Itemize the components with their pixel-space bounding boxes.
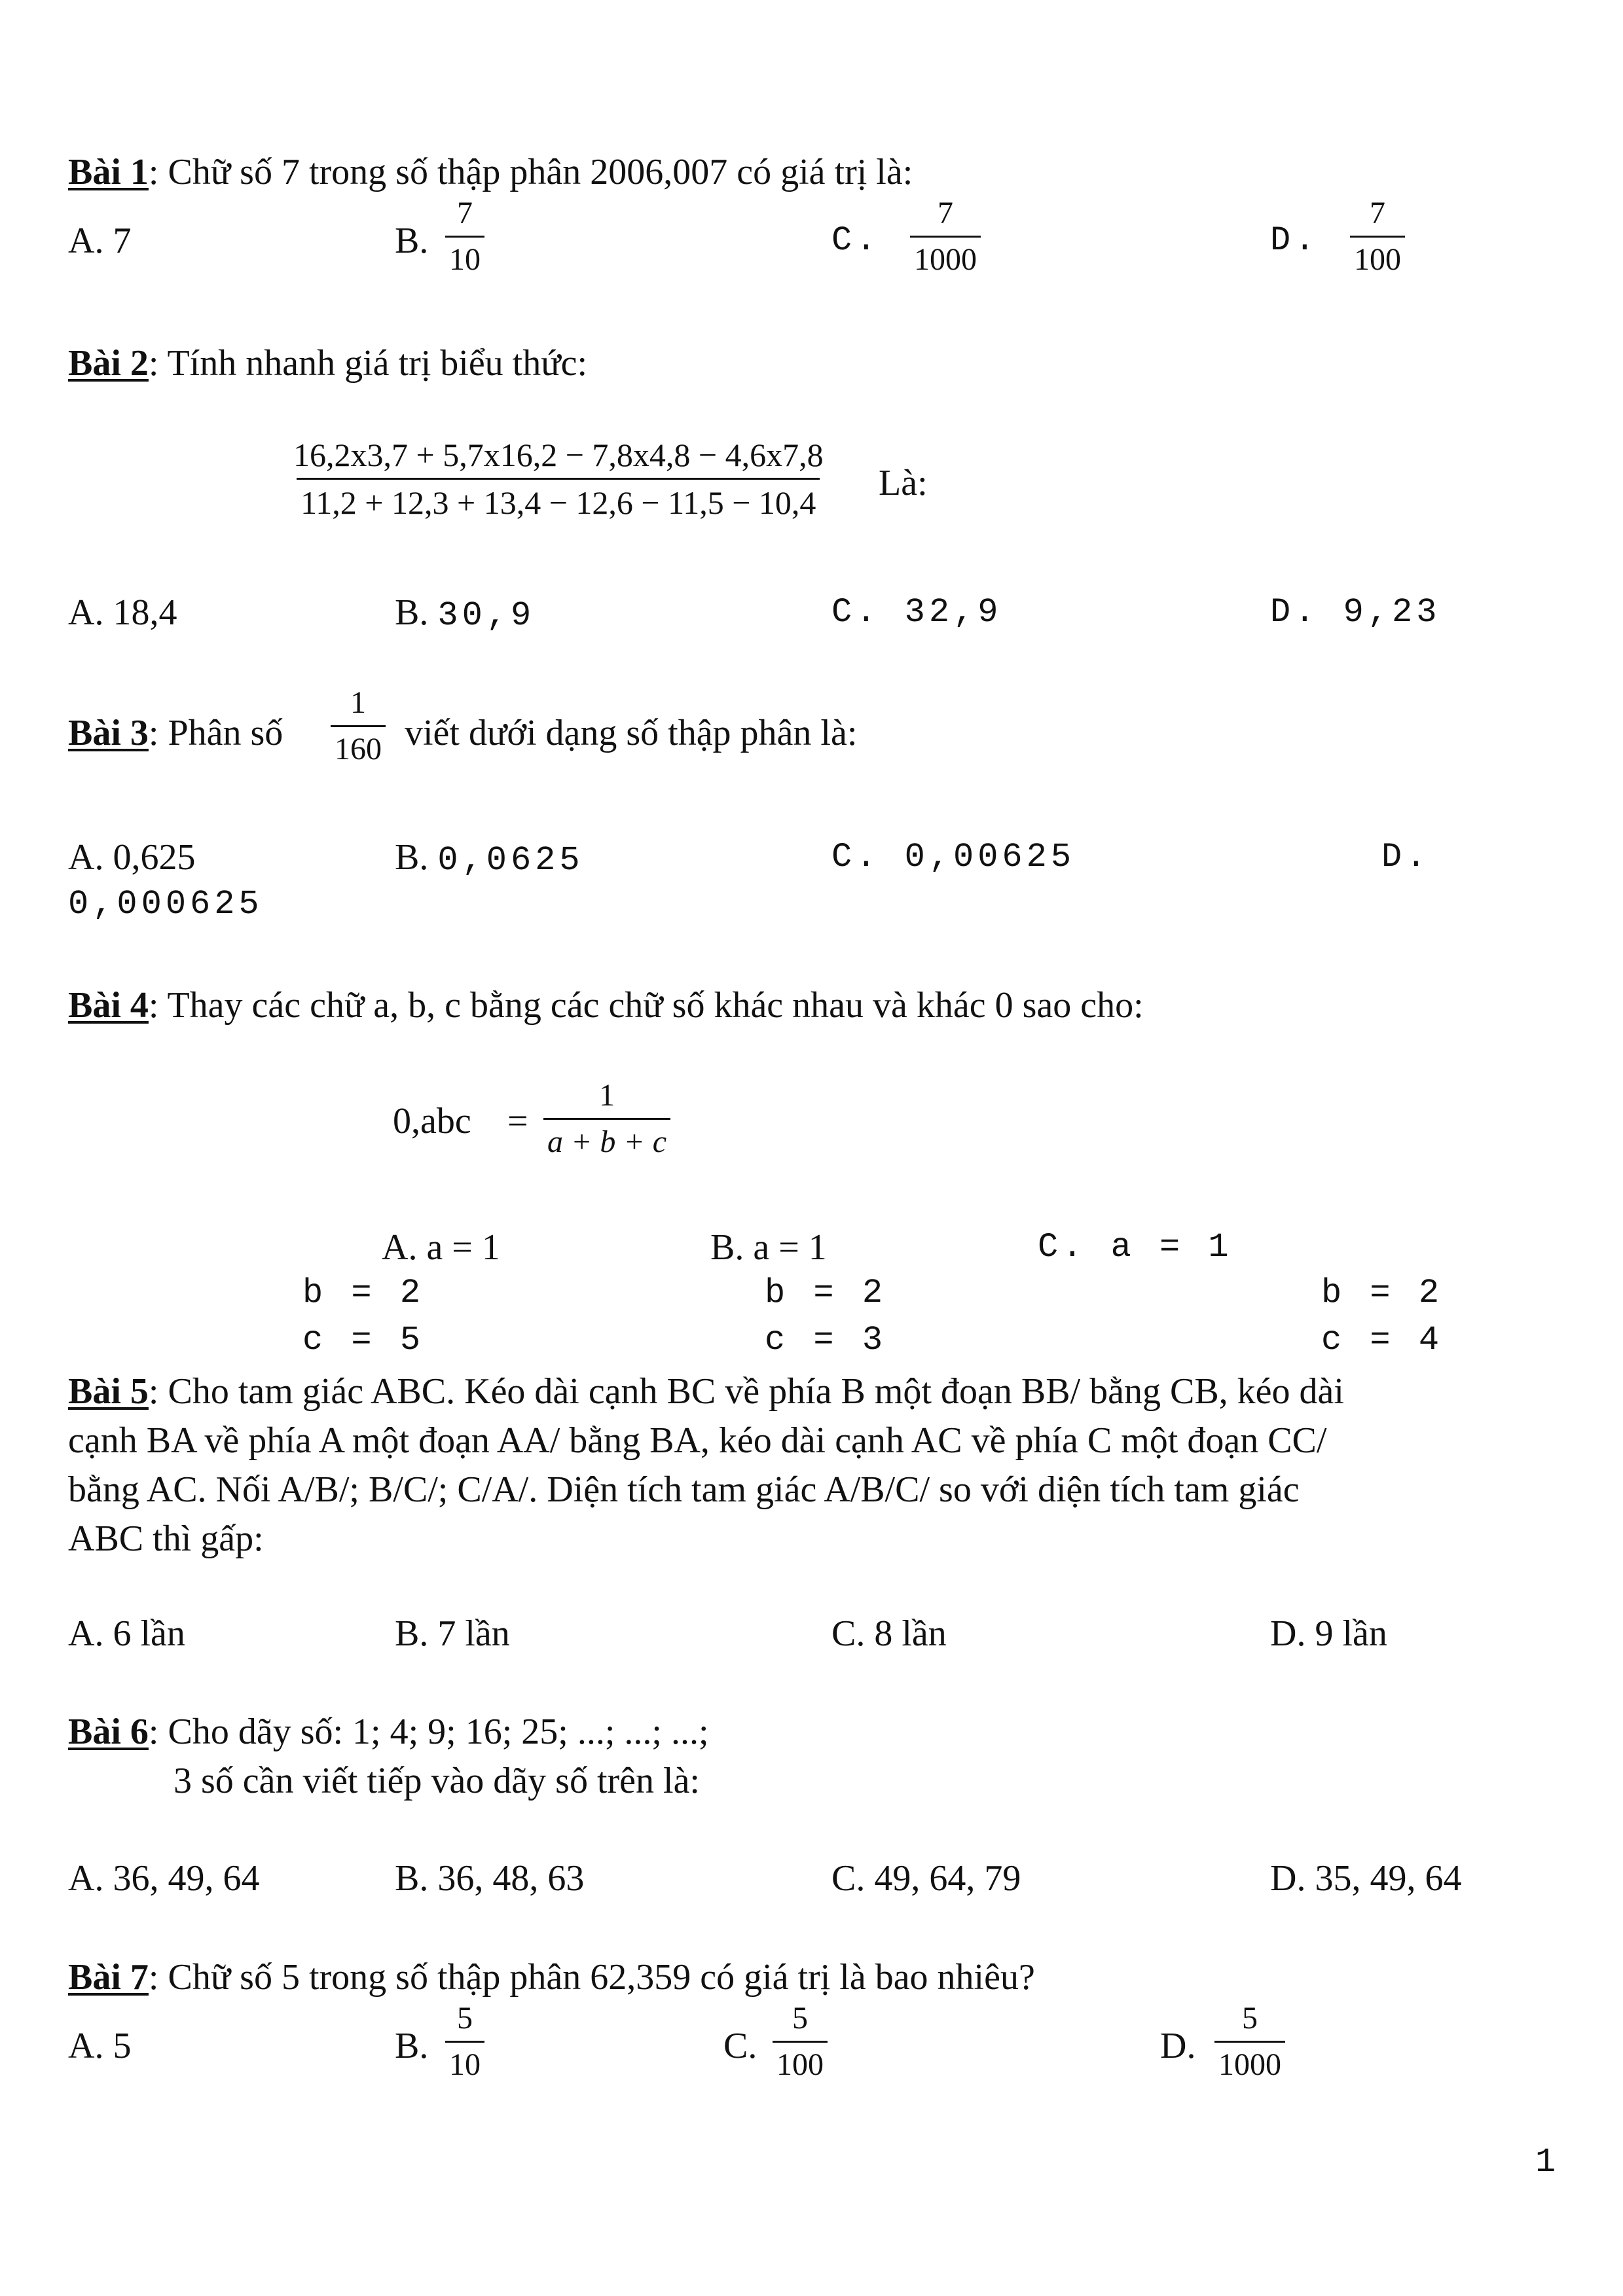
problem-7-label: Bài 7 [68, 1957, 149, 1998]
option-b-value: 30,9 [437, 596, 536, 635]
problem-4-equals: = [507, 1101, 528, 1141]
problem-4-option-b-line2: b = 2 [765, 1274, 887, 1312]
problem-5-option-a: A. 6 lần [68, 1613, 185, 1654]
problem-5-option-b: B. 7 lần [395, 1613, 510, 1654]
problem-7-option-c-letter: C. [723, 2026, 757, 2066]
problem-3-option-b [395, 839, 584, 878]
problem-2-label: Bài 2 [68, 343, 149, 384]
problem-3-option-c: C. 0,00625 [831, 838, 1076, 876]
problem-4-option-a-line1: A. a = 1 [382, 1227, 500, 1268]
fraction-denominator: 10 [445, 236, 484, 276]
fraction-denominator: 1000 [1214, 2041, 1285, 2081]
problem-6-heading [68, 1713, 709, 1750]
problem-5-option-c: C. 8 lần [831, 1613, 947, 1654]
problem-4-label: Bài 4 [68, 985, 149, 1026]
problem-7-option-c-fraction [773, 2003, 828, 2081]
problem-3-option-d-value: 0,000625 [68, 885, 263, 924]
problem-6-option-a: A. 36, 49, 64 [68, 1858, 260, 1899]
problem-1-option-d-letter: D. [1270, 221, 1319, 260]
problem-2-option-a: A. 18,4 [68, 592, 177, 633]
fraction-numerator: 1 [350, 685, 366, 720]
problem-3-option-a: A. 0,625 [68, 837, 196, 878]
fraction-numerator: 5 [792, 2001, 808, 2036]
fraction-numerator: 5 [1242, 2001, 1258, 2036]
problem-6-option-d: D. 35, 49, 64 [1270, 1858, 1462, 1899]
fraction-denominator: 100 [773, 2041, 828, 2081]
problem-2-heading [68, 345, 587, 382]
problem-7-heading [68, 1959, 1035, 1996]
problem-5-label: Bài 5 [68, 1371, 149, 1412]
problem-2-option-c: C. 32,9 [831, 593, 1002, 632]
problem-3-label: Bài 3 [68, 713, 149, 753]
problem-1-option-a: A. 7 [68, 221, 132, 261]
problem-7-option-b-fraction [445, 2003, 484, 2081]
problem-6-label: Bài 6 [68, 1712, 149, 1752]
problem-1-heading [68, 154, 913, 190]
expression-numerator: 16,2x3,7 + 5,7x16,2 − 7,8x4,8 − 4,6x7,8 [293, 437, 824, 473]
problem-4-heading [68, 987, 1144, 1024]
problem-7-option-b-letter: B. [395, 2026, 429, 2066]
problem-1-option-c-letter: C. [831, 221, 881, 260]
problem-2-option-d: D. 9,23 [1270, 593, 1441, 632]
problem-6-text: : Cho dãy số: 1; 4; 9; 16; 25; ...; ...; ...; [148, 1712, 709, 1752]
problem-7-option-d-fraction [1214, 2003, 1285, 2081]
fraction-numerator: 7 [938, 196, 953, 230]
problem-3-fraction [331, 687, 386, 765]
problem-4-option-a-line2: b = 2 [302, 1274, 425, 1312]
fraction-denominator: 10 [445, 2041, 484, 2081]
fraction-denominator: a + b + c [543, 1118, 670, 1158]
problem-3-option-d-letter: D. [1381, 838, 1431, 876]
problem-6-option-b: B. 36, 48, 63 [395, 1858, 585, 1899]
fraction-numerator: 7 [457, 196, 473, 230]
fraction-numerator: 1 [599, 1078, 615, 1113]
problem-6-option-c: C. 49, 64, 79 [831, 1858, 1021, 1899]
fraction-denominator: 100 [1350, 236, 1405, 276]
problem-3-text: : Phân số [148, 713, 283, 753]
fraction-numerator: 7 [1370, 196, 1385, 230]
problem-4-option-c-line3: c = 4 [1321, 1321, 1444, 1359]
problem-4-text: : Thay các chữ a, b, c bằng các chữ số khác nhau và khác 0 sao cho: [148, 985, 1144, 1026]
problem-2-option-b [395, 594, 535, 633]
problem-1-option-b-fraction [445, 198, 484, 276]
problem-2-expression-tail: Là: [879, 463, 928, 503]
problem-6-line2: 3 số cần viết tiếp vào dãy số trên là: [173, 1761, 700, 1801]
problem-4-option-b-line1: B. a = 1 [710, 1227, 827, 1268]
problem-1-option-d-fraction [1350, 198, 1405, 276]
problem-1-label: Bài 1 [68, 152, 149, 192]
problem-1-text: : Chữ số 7 trong số thập phân 2006,007 có giá trị là: [148, 152, 913, 192]
problem-7-option-d-letter: D. [1160, 2026, 1196, 2066]
option-b-value: 0,0625 [437, 841, 584, 880]
problem-2-expression [289, 439, 828, 519]
problem-1-option-b-letter: B. [395, 221, 429, 261]
page-number: 1 [1535, 2143, 1560, 2181]
problem-3-heading-start [68, 715, 283, 751]
problem-4-option-c-line2: b = 2 [1321, 1274, 1444, 1312]
problem-1-option-c-fraction [910, 198, 981, 276]
option-b-letter: B. [395, 592, 429, 633]
problem-4-option-b-line3: c = 3 [765, 1321, 887, 1359]
fraction-denominator: 160 [331, 725, 386, 765]
problem-4-option-c-line1: C. a = 1 [1038, 1228, 1233, 1266]
problem-5-line3: bằng AC. Nối A/B/; B/C/; C/A/. Diện tích tam giác A/B/C/ so với diện tích tam giác [68, 1469, 1300, 1510]
problem-3-heading-end: viết dưới dạng số thập phân là: [405, 713, 858, 753]
problem-2-text: : Tính nhanh giá trị biểu thức: [148, 343, 588, 384]
expression-denominator: 11,2 + 12,3 + 13,4 − 12,6 − 11,5 − 10,4 [297, 478, 820, 519]
problem-4-lhs: 0,abc [393, 1101, 471, 1141]
problem-4-option-a-line3: c = 5 [302, 1321, 425, 1359]
fraction-denominator: 1000 [910, 236, 981, 276]
problem-7-option-a: A. 5 [68, 2026, 132, 2066]
problem-5-line2: cạnh BA về phía A một đoạn AA/ bằng BA, kéo dài cạnh AC về phía C một đoạn CC/ [68, 1420, 1327, 1461]
problem-7-text: : Chữ số 5 trong số thập phân 62,359 có giá trị là bao nhiêu? [148, 1957, 1035, 1998]
problem-4-fraction [543, 1080, 670, 1158]
option-b-letter: B. [395, 837, 429, 878]
problem-5-line1 [68, 1373, 1344, 1410]
problem-5-option-d: D. 9 lần [1270, 1613, 1387, 1654]
fraction-numerator: 5 [457, 2001, 473, 2036]
problem-5-text: : Cho tam giác ABC. Kéo dài cạnh BC về phía B một đoạn BB/ bằng CB, kéo dài [148, 1371, 1344, 1412]
problem-5-line4: ABC thì gấp: [68, 1518, 264, 1559]
